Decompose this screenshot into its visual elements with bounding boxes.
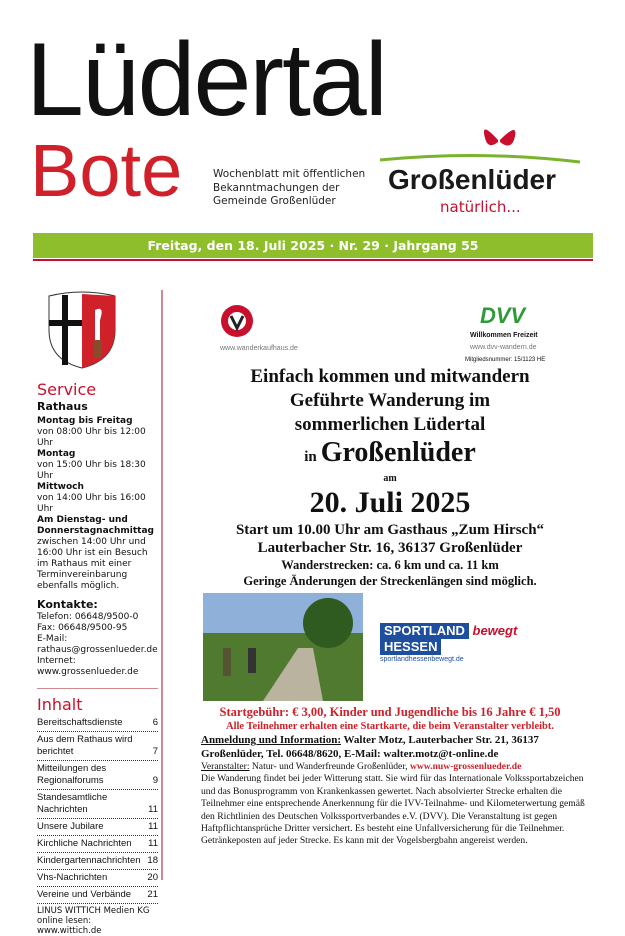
route-note: Geringe Änderungen der Streckenlängen sind möglich. — [243, 574, 537, 588]
hours-time: von 15:00 Uhr bis 18:30 Uhr — [37, 460, 146, 481]
toc-item[interactable] — [37, 853, 158, 870]
article — [195, 290, 585, 848]
email-link[interactable]: rathaus@grossenlueder.de — [37, 645, 158, 655]
contact-line: Fax: 06648/9500-95 — [37, 623, 128, 633]
hours-day: Montag bis Freitag — [37, 416, 133, 426]
toc-page: 11 — [148, 838, 158, 849]
toc-label: Vhs-Nachrichten — [37, 872, 108, 883]
toc-label: Vereine und Verbände — [37, 889, 132, 900]
sidebar — [37, 290, 158, 936]
issue-bar: Freitag, den 18. Juli 2025 · Nr. 29 · Jahrgang 55 — [33, 233, 593, 258]
fee: Startgebühr: € 3,00, Kinder und Jugendliche bis 16 Jahre € 1,50 — [219, 705, 561, 719]
rathaus-heading: Rathaus — [37, 400, 88, 413]
organizer: Natur- und Wanderfreunde Großenlüder, — [249, 761, 410, 772]
start-info: Start um 10.00 Uhr am Gasthaus „Zum Hirsch“ — [235, 522, 545, 538]
toc-label: Kindergartennachrichten — [37, 855, 141, 866]
article-body: Die Wanderung findet bei jeder Witterung statt. Sie wird für das Internationale Volkssportabzeichen und das Bonusprogramm von Krankenkassen gewertet. Nach absolvierter Strecke erhalten die Teilnehmer eine entsprechende Anerkennung für die IVV-Teilnahme- und Kilometerwertung gemäß den Richtlinien des Deutschen Volkssportverbandes e.V. (DVV). Die Veranstaltung ist gegen Haftpflichtansprüche Dritter versichert. Es besteht eine Unfallversicherung für die Teilnehmer. Getränkeposten auf jeder Strecke. Es kann mit der Vogelsbergbahn angereist werden. — [201, 773, 585, 847]
sportland-bewegt: bewegt — [472, 623, 518, 638]
toc-item[interactable] — [37, 870, 158, 887]
divider — [33, 259, 593, 261]
toc-page: 9 — [152, 775, 158, 786]
publisher: LINUS WITTICH Medien KG — [37, 906, 150, 916]
toc-label: Standesamtliche Nachrichten — [37, 792, 108, 815]
sportland-hessen: HESSEN — [380, 639, 441, 655]
registration-info: Walter Motz, Lauterbacher Str. 21, 36137 Großenlüder, Tel. 06648/8620, E-Mail: walter.motz@t-online.de — [201, 734, 539, 760]
toc-label: Bereitschaftsdienste — [37, 717, 123, 728]
hours-day: Montag — [37, 449, 76, 459]
hours-day: Mittwoch — [37, 482, 84, 492]
toc-label: Kirchliche Nachrichten — [37, 838, 132, 849]
routes: Wanderstrecken: ca. 6 km und ca. 11 km — [281, 558, 499, 572]
table-of-contents — [37, 715, 158, 904]
hours-time: von 08:00 Uhr bis 12:00 Uhr — [37, 427, 146, 448]
am-label: am — [383, 473, 397, 484]
toc-page: 11 — [148, 821, 158, 832]
online-link[interactable]: online lesen: www.wittich.de — [37, 916, 102, 936]
toc-page: 11 — [148, 804, 158, 815]
in-label: in — [304, 449, 317, 465]
coat-of-arms-icon — [45, 290, 119, 370]
toc-item[interactable] — [37, 887, 158, 904]
contact-line: Internet: — [37, 656, 76, 666]
ivv-logo-icon — [220, 304, 254, 338]
sportland-logo: SPORTLAND — [380, 623, 469, 639]
toc-heading: Inhalt — [37, 695, 83, 714]
hours-time: von 14:00 Uhr bis 16:00 Uhr — [37, 493, 146, 514]
contact-line: E-Mail: — [37, 634, 68, 644]
hours-time: zwischen 14:00 Uhr und 16:00 Uhr ist ein Besuch im Rathaus mit einer Terminvereinbarung ebenfalls möglich. — [37, 537, 148, 591]
dvv-logo: DVV — [480, 303, 526, 328]
masthead-description: Wochenblatt mit öffentlichen Bekanntmachungen der Gemeinde Großenlüder — [213, 168, 366, 207]
headline: sommerlichen Lüdertal — [294, 414, 486, 435]
toc-page: 7 — [152, 746, 158, 757]
masthead-title: Lüdertal — [26, 22, 386, 138]
town-logo: Großenlüder natürlich... — [380, 120, 590, 220]
organizer-label: Veranstalter: — [201, 761, 250, 772]
toc-label: Mitteilungen des Regionalforums — [37, 763, 107, 786]
start-address: Lauterbacher Str. 16, 36137 Großenlüder — [257, 540, 523, 556]
toc-page: 21 — [147, 889, 158, 900]
toc-item[interactable] — [37, 790, 158, 819]
registration-label: Anmeldung und Information: — [201, 734, 341, 746]
service-heading: Service — [37, 380, 97, 399]
website-link[interactable]: www.grossenlueder.de — [37, 667, 139, 677]
toc-item[interactable] — [37, 715, 158, 732]
sportland-url: sportlandhessenbewegt.de — [380, 656, 464, 663]
hours-day: Am Dienstag- und Donnerstagnachmittag — [37, 515, 154, 536]
toc-item[interactable] — [37, 761, 158, 790]
town-name: Großenlüder — [320, 437, 476, 468]
event-date: 20. Juli 2025 — [309, 486, 471, 519]
headline: Einfach kommen und mitwandern — [250, 366, 530, 387]
masthead-subtitle-bote: Bote — [30, 129, 183, 212]
toc-item[interactable] — [37, 819, 158, 836]
contact-line: Telefon: 06648/9500-0 — [37, 612, 139, 622]
toc-item[interactable] — [37, 732, 158, 761]
toc-item[interactable] — [37, 836, 158, 853]
toc-label: Unsere Jubilare — [37, 821, 104, 832]
dvv-url: www.dvv-wandern.de — [470, 344, 537, 351]
start-card: Alle Teilnehmer erhalten eine Startkarte, die beim Veranstalter verbleibt. — [226, 721, 554, 732]
toc-label: Aus dem Rathaus wird berichtet — [37, 734, 133, 757]
wanderkaufhaus-url: www.wanderkaufhaus.de — [220, 345, 298, 352]
headline: Geführte Wanderung im — [289, 390, 491, 411]
hikers-photo — [203, 593, 363, 701]
contacts-heading: Kontakte: — [37, 598, 98, 611]
toc-page: 6 — [152, 717, 158, 728]
dvv-tagline: Willkommen Freizeit — [470, 332, 538, 339]
organizer-url[interactable]: www.nuw-grossenlueder.de — [409, 761, 522, 772]
member-number: Mitgliedsnummer: 15/1123 HE — [465, 357, 546, 363]
toc-page: 20 — [147, 872, 158, 883]
toc-page: 18 — [147, 855, 158, 866]
butterfly-icon — [380, 120, 590, 170]
column-divider — [161, 290, 163, 880]
